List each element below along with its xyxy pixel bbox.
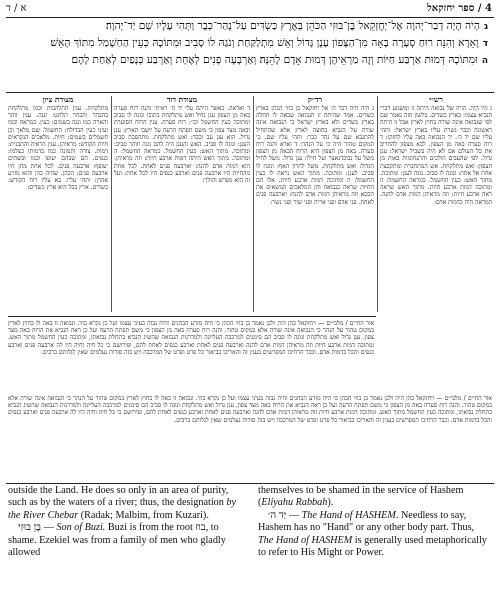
verse-text: וּמִתּוֹכָהּ דְּמוּת אַרְבַּע חַיּוֹת וְזֶה מַרְאֵיהֶן דְּמוּת אָדָם לָהֵנָּה׃ וְאַרְבָּעָה פָנִים לְאֶחָת וְאַרְבַּע כְּנָפַיִם לְאַחַת לָהֶם׃ bbox=[71, 54, 478, 66]
commentary-text: ג הָיוֹ הָיָה. הויה של נבואה היתה זו ומשמע דברי הנביא עצמו: בארץ כשדים. בלשון הזה נאמר שם לפי שנבואה אינה שורה בחוץ לארץ אבל זו היתה ראשונה וכבר נשרת עליו בארץ ישראל: ותהי עליו שם יד ה׳. יד הנבואה באה עליו לחזקו: ד רוח סערה באה מן הצפון. לבא מצפון להחריב את כל העולם אם לא היה בשביל ישראל: ענן גדול. לפי שהעבים הולכים והתנחומות באות מן הצפון: ואש מתלקחת. אש המתחברת ומתקבצת אחת אל אחת: ונוגה לו סביב. נוגה לענן: ומתוכה. מתוך האש: כעין החשמל. כמראה החשמל: ה ומתוכה דמות ארבע חיות. מתוך האש שראה ראה ארבע חיות: וזה מראיהן דמות אדם להנה. המראה היה כדמות אדם: bbox=[380, 105, 492, 206]
verse bbox=[10, 18, 488, 35]
commentary-text: ד ואראה. כאשר היתה עלי יד ה׳ ראיתי והנה רוח סערה באה מן הצפון ענן גדול ואש מתלקחת בתוכו ונוגה לו סביב ומתוכה כעין החשמל וכו׳: רוח סערה. ענין הרוח הסוערת ובאה מצד צפון כי משם תפתח הרעה על יושבי הארץ: ענן גדול. הוא ענן עב וכבד: ואש מתלקחת. מתהפכת סביב הענן: ונוגה לו סביב. האש והענן היה להם נוגה וזוהר סביב: ומתוכה. מתוך האש: כעין החשמל. כמראה החשמל: ה ומתוכה. מתוך האש היתה דמות ארבע חיות: וזה מראיהן. הוא דמות אדם להנה: וארבעה פנים לאחת. לכל אחת מהחיות היו ארבעה פנים וארבע כנפים היו לכל אחת: ועל זה הוא מפרש והולך: bbox=[114, 105, 250, 185]
verse-block bbox=[10, 18, 488, 90]
english-note-left bbox=[8, 485, 240, 559]
commentary-text: מתלקחת. ענין התלהבות וכמו מתלקחת בהבהר והבהר תלהט: ונגה. ענין זוהר והארה כמו ונגה בשמים: כעין. כמראה וכמו ועינו כעין הבדולח: החשמל. שם מלאך וכן חשמלים בשמים: חיות. מלאכים הנקראים חיות הקודש: מראיהן. ענין הראיה והתבנית: דמות. צורה ותמונה כמו בדמותו כצלמו: כנפים. הם שבהם יעופו וכמו ובשתים יעופף: ארבעה פנים. לכל אחת מהן היו ארבעה פנים: הכהן. שהיה כהן והוא מזרע אהרן: ותהי עליו. בא עליו רוח הקודש: כשדים. ארץ בבל היא ארץ כשדים: bbox=[8, 105, 108, 192]
note-text: — bbox=[286, 509, 302, 521]
note-emphasis bbox=[258, 535, 352, 546]
note-text: themselves to be shamed in the service of Hashem ( bbox=[258, 485, 464, 509]
note-text: HASHEM bbox=[311, 534, 353, 546]
note-emphasis: Eliyahu Rabbah bbox=[261, 497, 328, 509]
note-text: HASHEM bbox=[355, 509, 396, 521]
column-title: רד״ק bbox=[307, 95, 323, 104]
verse-rule bbox=[6, 92, 494, 93]
book-title: 4 / ספר יחזקאל bbox=[427, 3, 492, 14]
verse bbox=[10, 52, 488, 69]
note-text: . Needless to say, Hashem has no "Hand" or any other body part. Thus, bbox=[258, 509, 475, 534]
verse-number: ג bbox=[483, 22, 488, 32]
hebrew-lemma: בֶּן בּוּזִי bbox=[18, 522, 42, 534]
note-text: The Hand of bbox=[301, 509, 356, 521]
verse bbox=[10, 35, 488, 52]
metzudat-tzion-column bbox=[8, 95, 108, 313]
note-emphasis bbox=[302, 510, 396, 521]
english-paragraph bbox=[8, 522, 240, 559]
column-title: מצודת דוד bbox=[166, 95, 198, 104]
note-emphasis: Son of Buzi. bbox=[56, 522, 106, 534]
metzudat-david-column bbox=[114, 95, 250, 313]
column-divider bbox=[253, 96, 254, 312]
commentary-text: אור החיים / מלבי״ם — ויחזקאל כהן היה ולכן נאמר בן בוזי הכהן כי היה מזרע הכהנים והיה נבזה בעיני עצמו ועל כן נקרא בוזי. ונבואה זו באה לו בחוץ לארץ במקום טהור על הנהר כי הנבואה אינה שורה אלא במקום טהור. והנה רוח סערה באה מן הצפון כי משם תפתח הרעה ועל כן ראה הנביא את הרוח באה מצד צפון. ענן גדול ואש מתלקחת ונוגה לו סביב הם סימנים למרכבה העליונה ולמדרגות הנבואה שהשיג הנביא בתחלת נבואתו, ומתוכה כעין החשמל מתוך האש. ומתוכה דמות ארבע חיות וזה מראיהן דמות אדם להנה וארבעה פנים לאחת וארבע כנפים לאחת להם, ופירושם כי כל חיה וחיה היו לה ארבעה פנים וארבע כנפים והכל בדמות אדם. וכבר הרחיבו המפרשים בענין זה והאריכו בביאור כל פרט ופרט של המרכבה ויש בזה סודות נעלמים שאין לגלותם ברבים. bbox=[8, 395, 492, 424]
note-text: (Radak; Malbim, from Kuzari). bbox=[78, 509, 209, 521]
hebrew-lemma: יַד ה׳ bbox=[268, 509, 287, 521]
column-divider bbox=[111, 96, 112, 312]
note-text: is generally used metaphorically to refer to His Might or Power. bbox=[258, 534, 487, 559]
verse-number: ד bbox=[482, 39, 488, 49]
column-title: מצודת ציון bbox=[42, 95, 74, 104]
english-note-right bbox=[258, 485, 490, 559]
verse-text: וָאֵרֶא וְהִנֵּה רוּחַ סְעָרָה בָּאָה מִן־הַצָּפוֹן עָנָן גָּדוֹל וְאֵשׁ מִתְלַקַּחַת וְנֹגַהּ לוֹ סָבִיב וּמִתּוֹכָהּ כְּעֵין הַחַשְׁמַל מִתּוֹךְ הָאֵשׁ׃ bbox=[50, 37, 479, 49]
note-text: outside the Land. He does so only in an area of purity, such as by the waters of a river; thus, the designation bbox=[8, 485, 229, 509]
commentary-text: אור החיים / מלבי״ם — ויחזקאל כהן היה ולכן נאמר בן בוזי הכהן כי היה מזרע הכהנים והיה נבזה בעיני עצמו ועל כן נקרא בוזי. ונבואה זו באה לו בחוץ לארץ במקום טהור על הנהר כי הנבואה אינה שורה אלא במקום טהור. והנה רוח סערה באה מן הצפון כי משם תפתח הרעה ועל כן ראה הנביא את הרוח באה מצד צפון. ענן גדול ואש מתלקחת ונוגה לו סביב הם סימנים למרכבה העליונה ולמדרגות הנבואה שהשיג הנביא בתחלת נבואתו, ומתוכה כעין החשמל מתוך האש. ומתוכה דמות ארבע חיות וזה מראיהן דמות אדם להנה וארבעה פנים לאחת וארבע כנפים לאחת להם, ופירושם כי כל חיה וחיה היו לה ארבעה פנים וארבע כנפים והכל בדמות אדם. וכבר הרחיבו המפרשים בענין זה והאריכו בביאור כל פרט ופרט של המרכבה ויש בזה סודות נעלמים שאין לגלותם ברבים. bbox=[8, 320, 374, 356]
commentary-text: ג היה היה דבר ה׳ אל יחזקאל בן בוזי הכהן בארץ כשדים. אמר שהיתה זו הנבואה שבאה לו תחלה בארץ כשדים ולא בארץ ישראל כי הנבואה אינה שורה על הנביא בחוצה לארץ אלא שהתחיל להתנבא שם על נהר כבר: ותהי עליו שם. כי המקום טהור היה כי על הנהר: ד וארא והנה רוח סערה. באה מן הצפון היא הרוח הבאה מן הצפון משל על נבוכדנאצר ועל חילו: ענן גדול. משל לחיל הגדול: ואש מתלקחת. משל לחרון האף: ונוגה לו סביב. לענן: ומתוכה. מתוך האש נראה לו כעין החשמל: ה ומתוכה דמות ארבע חיות. אלו הם החיות שראה בנבואה והן המלאכים הנושאים את הכסא וזה מראיהן דמות אדם להנה: וארבעה פנים לאחת. פני אדם ופני אריה ופני שור ופני נשר: bbox=[256, 105, 374, 206]
section-rule bbox=[8, 316, 376, 317]
english-rule bbox=[6, 483, 494, 484]
verse-text: הָיֹה הָיָה דְבַר־יְהוָה אֶל־יְחֶזְקֵאל בֶּן־בּוּזִי הַכֹּהֵן בְּאֶרֶץ כַּשְׂדִּים עַל־נְהַר־כְּבָר וַתְּהִי עָלָיו שָׁם יַד־יְהוָה׃ bbox=[105, 20, 480, 32]
lower-commentary bbox=[8, 320, 374, 392]
english-paragraph bbox=[258, 485, 490, 510]
note-text: Buzi is from the root בוז, to shame. Ezekiel was from a family of men who gladly allowed bbox=[8, 522, 226, 559]
note-text: ). bbox=[327, 497, 334, 509]
column-divider bbox=[377, 96, 378, 312]
note-text: The Hand of bbox=[258, 534, 312, 546]
english-paragraph bbox=[8, 485, 240, 522]
rashi-column-left bbox=[256, 95, 374, 313]
note-text: — bbox=[41, 522, 57, 534]
page-number-hebrew: א / ד bbox=[6, 3, 27, 14]
english-paragraph bbox=[258, 510, 490, 560]
column-title: רש״י bbox=[429, 95, 443, 104]
note-emphasis: by the River Chebar bbox=[8, 497, 237, 521]
lower-commentary-continued bbox=[8, 395, 492, 481]
verse-number: ה bbox=[481, 56, 488, 66]
